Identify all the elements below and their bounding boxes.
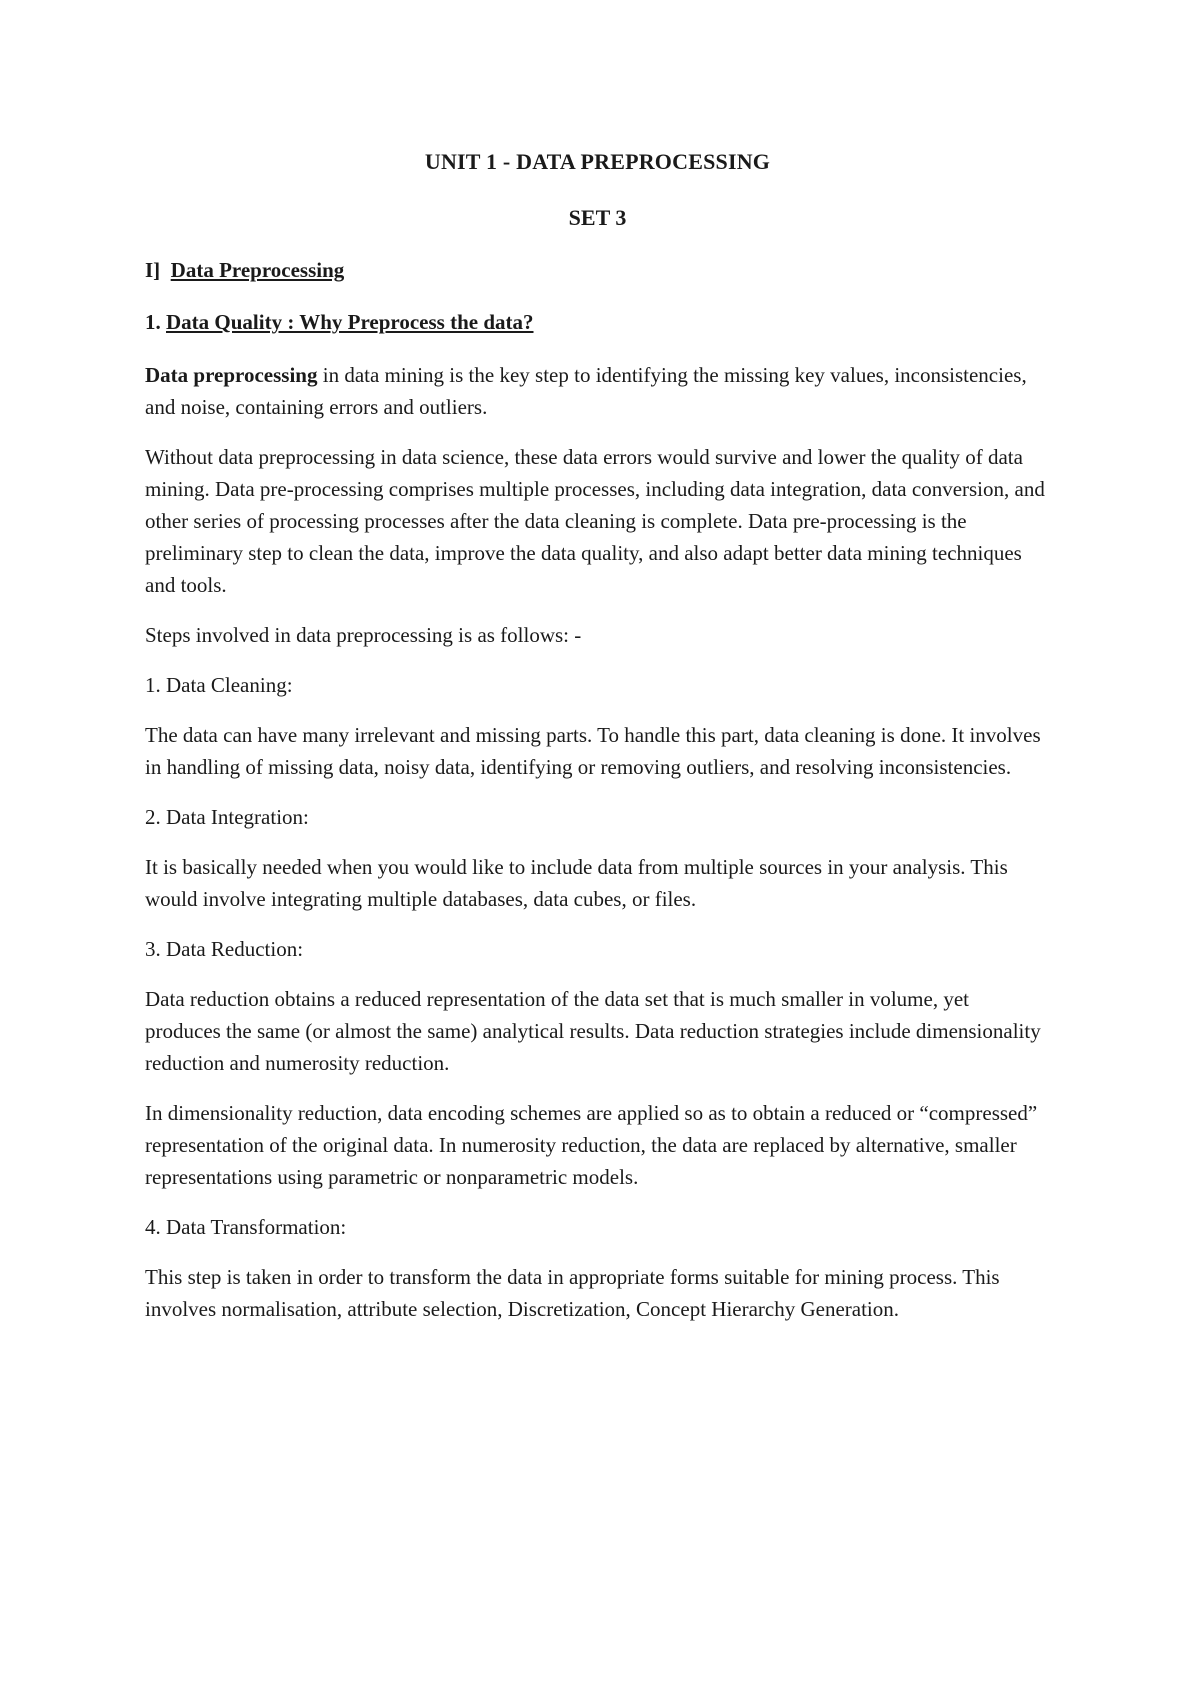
steps-intro: Steps involved in data preprocessing is as follows: - (145, 623, 582, 647)
step-paragraph: Data reduction obtains a reduced representation of the data set that is much smaller in volume, yet produces the same (or almost the same) analytical results. Data reduction strategies include dimensionality reduction and numerosity reduction. (145, 987, 1041, 1075)
set-label: SET 3 (568, 205, 627, 230)
paragraph-2: Without data preprocessing in data science, these data errors would survive and lower the quality of data mining. Data pre-processing comprises multiple processes, including data integration, data conversion, and other series of processing processes after the data cleaning is complete. Data pre-processing is the preliminary step to clean the data, improve the data quality, and also adapt better data mining techniques and tools. (145, 445, 1045, 597)
step-paragraph: This step is taken in order to transform the data in appropriate forms suitable for mining process. This involves normalisation, attribute selection, Discretization, Concept Hierarchy Generation. (145, 1265, 1000, 1321)
intro-bold-term: Data preprocessing (145, 363, 318, 387)
step-heading: 4. Data Transformation: (145, 1215, 347, 1239)
document-body (145, 147, 1050, 1343)
document-title: UNIT 1 - DATA PREPROCESSING (424, 149, 771, 174)
intro-paragraph (145, 359, 1050, 423)
step-paragraph: In dimensionality reduction, data encoding schemes are applied so as to obtain a reduced or “compressed” representation of the original data. In numerosity reduction, the data are replaced by alternative, smaller representations using parametric or nonparametric models. (145, 1101, 1038, 1189)
section-heading (145, 255, 1050, 285)
subsection-heading (145, 307, 1050, 337)
step-heading: 3. Data Reduction: (145, 937, 304, 961)
subsection-title: Data Quality : Why Preprocess the data? (166, 310, 534, 334)
section-prefix: I] (145, 258, 161, 282)
intro-text: in data mining is the key step to identifying the missing key values, inconsistencies, and noise, containing errors and outliers. (145, 363, 1027, 419)
section-title: Data Preprocessing (170, 258, 345, 282)
step-paragraph: The data can have many irrelevant and missing parts. To handle this part, data cleaning is done. It involves in handling of missing data, noisy data, identifying or removing outliers, and resolving inconsistencies. (145, 723, 1041, 779)
step-heading: 2. Data Integration: (145, 805, 309, 829)
subsection-prefix: 1. (145, 310, 166, 334)
step-paragraph: It is basically needed when you would like to include data from multiple sources in your analysis. This would involve integrating multiple databases, data cubes, or files. (145, 855, 1008, 911)
step-heading: 1. Data Cleaning: (145, 673, 293, 697)
